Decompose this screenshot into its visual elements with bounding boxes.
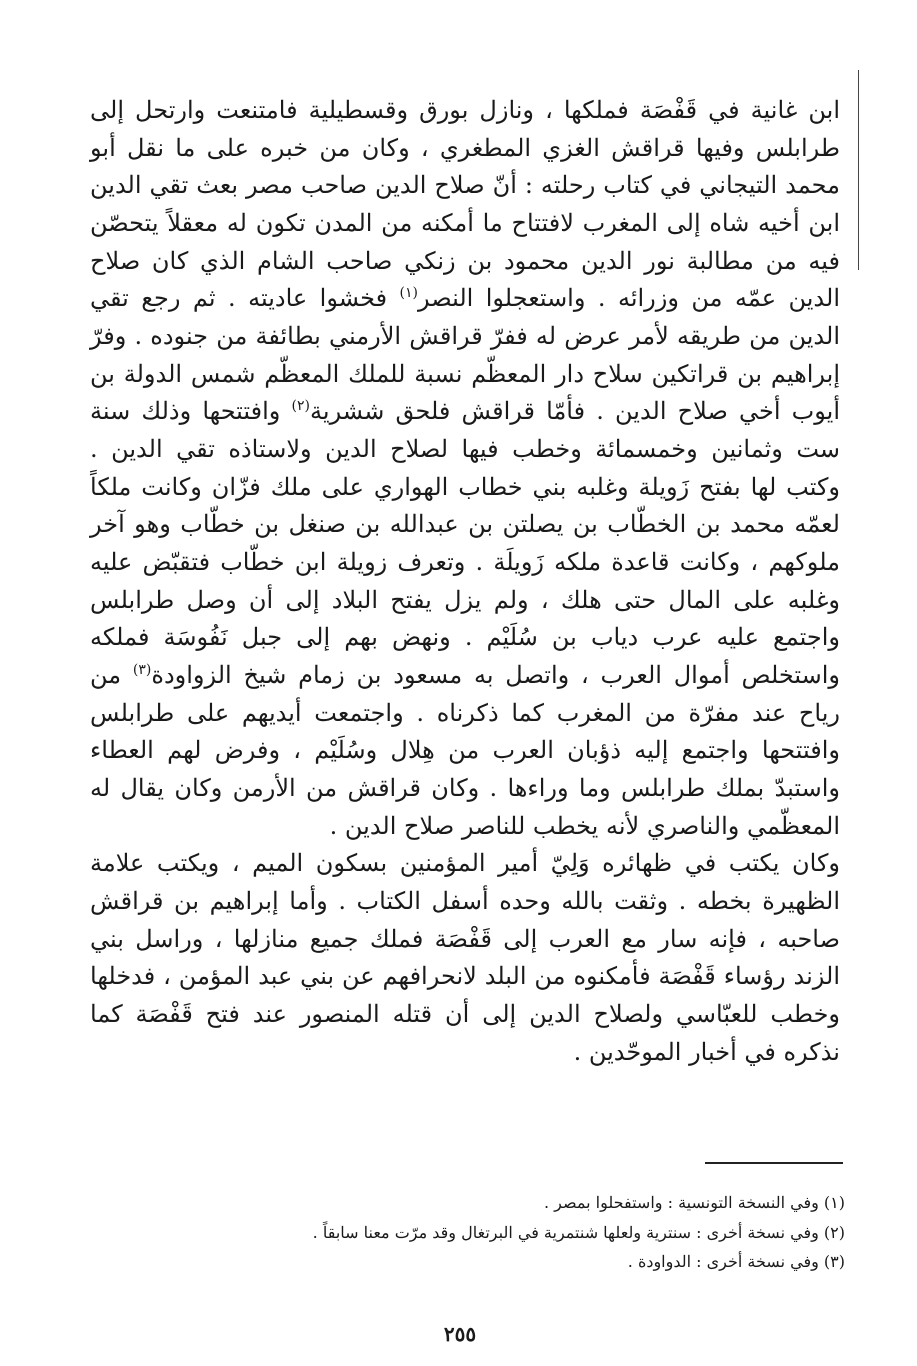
paragraph-1-part-d: من رياح عند مفرّة من المغرب كما ذكرناه . واجتمعت أيديهم على طرابلس وافتتحها واجتمع إليه ذؤبان العرب من هِلال وسُلَيْم ، وفرض لهم العطاء واستبدّ بملك طرابلس وما وراءها . وكان قراقش من الأرمن وكان يقال له المعظّمي والناصري لأنه يخطب للناصر صلاح الدين . [90,661,840,840]
main-text [90,92,840,1071]
footnote-2: (٢) وفي نسخة أخرى : سنترية ولعلها شنتمرية في البرتغال وقد مرّت معنا سابقاً . [312,1222,845,1242]
footnote-3: (٣) وفي نسخة أخرى : الدواودة . [627,1252,845,1272]
paragraph-1-part-a: ابن غانية في قَفْصَة فملكها ، ونازل بورق وقسطيلية فامتنعت وارتحل إلى طرابلس وفيها قراقش الغزي المطغري ، وكان من خبره على ما نقل أبو محمد التيجاني في كتاب رحلته : أنّ صلاح الدين صاحب مصر بعث تقي الدين ابن أخيه شاه إلى المغرب لافتتاح ما أمكنه من المدن تكون له معقلاً يتحصّن فيه من مطالبة نور الدين محمود بن زنكي صاحب الشام الذي كان صلاح الدين عمّه من وزرائه . واستعجلوا النصر [90,96,840,313]
footnote-ref-2: (٢) [291,398,311,415]
page-number: ٢٥٥ [443,1322,477,1346]
footnotes [240,1188,845,1277]
paragraph-1 [90,92,840,845]
footnote-ref-1: (١) [399,285,419,302]
margin-rule [858,70,859,270]
footnote-1: (١) وفي النسخة التونسية : واستفحلوا بمصر . [544,1193,845,1212]
paragraph-2: وكان يكتب في ظهائره وَلِيّ أمير المؤمنين بسكون الميم ، ويكتب علامة الظهيرة بخطه . وثقت بالله وحده أسفل الكتاب . وأما إبراهيم بن قراقش صاحبه ، فإنه سار مع العرب إلى قَفْصَة فملك جميع منازلها ، وراسل بني الزند رؤساء قَفْصَة فأمكنوه من البلد لانحرافهم عن بني عبد المؤمن ، فدخلها وخطب للعبّاسي ولصلاح الدين إلى أن قتله المنصور عند فتح قَفْصَة كما نذكره في أخبار الموحّدين . [90,849,840,1066]
footnote-ref-3: (٣) [132,662,152,679]
paragraph-1-part-c: وافتتحها وذلك سنة ست وثمانين وخمسمائة وخطب فيها لصلاح الدين ولاستاذه تقي الدين . وكتب لها بفتح زَويلة وغلبه بني خطاب الهواري على ملك فزّان وكانت ملكاً لعمّه محمد بن الخطّاب بن يصلتن بن عبدالله بن صنغل بن خطّاب وهو آخر ملوكهم ، وكانت قاعدة ملكه زَويلَة . وتعرف زويلة ابن خطّاب فتقبّض عليه وغلبه على المال حتى هلك ، ولم يزل يفتح البلاد إلى أن وصل طرابلس واجتمع عليه عرب دياب بن سُلَيْم . ونهض بهم إلى جبل نَفُوسَة فملكه واستخلص أموال العرب ، واتصل به مسعود بن زمام شيخ الزواودة [90,397,840,690]
footnote-separator [705,1162,843,1164]
paragraph-1-part-b: فخشوا عاديته . ثم رجع تقي الدين من طريقه لأمر عرض له ففرّ قراقش الأرمني بطائفة من جنوده . وفرّ إبراهيم بن قراتكين سلاح دار المعظّم نسبة للملك المعظّم شمس الدولة بن أيوب أخي صلاح الدين . فأمّا قراقش فلحق ششرية [90,284,840,426]
